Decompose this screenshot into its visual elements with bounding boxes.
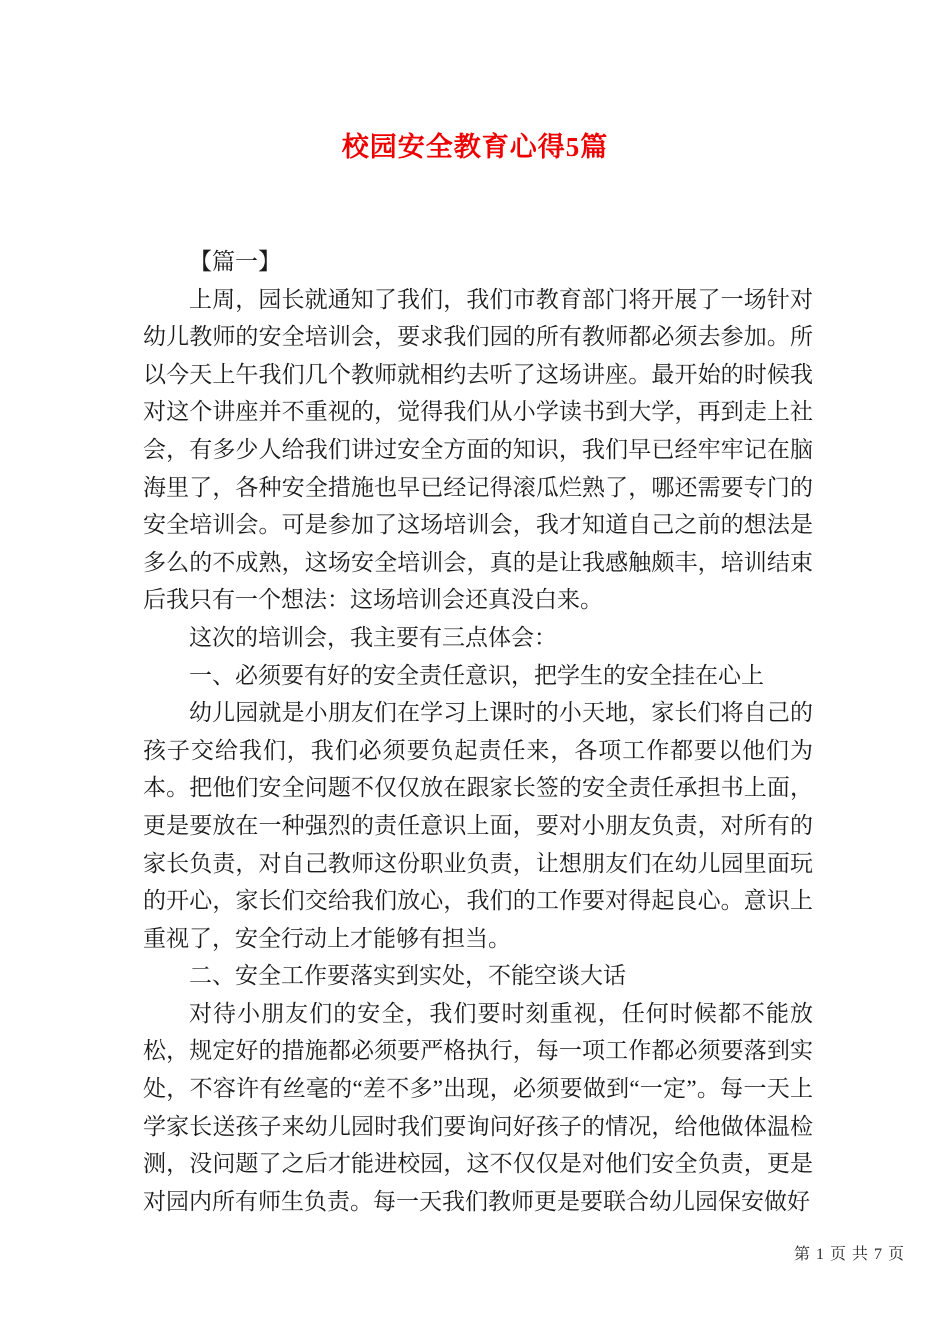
body-paragraph: 二、安全工作要落实到实处，不能空谈大话	[189, 963, 626, 989]
body-paragraph: 幼儿园就是小朋友们在学习上课时的小天地，家长们将自己的孩子交给我们，我们必须要负起责任来，各项工作都要以他们为本。把他们安全问题不仅仅放在跟家长签的安全责任承担书上面，更是要放在一种强烈的责任意识上面，要对小朋友负责，对所有的家长负责，对自己教师这份职业负责，让想朋友们在幼儿园里面玩的开心，家长们交给我们放心，我们的工作要对得起良心。意识上重视了，安全行动上才能够有担当。	[143, 700, 813, 951]
body-paragraph: 这次的培训会，我主要有三点体会：	[189, 624, 557, 650]
section-heading: 【篇一】	[189, 249, 281, 274]
document-title: 校园安全教育心得5篇	[341, 132, 609, 162]
document-body	[143, 243, 813, 1220]
page-number: 第 1 页 共 7 页	[793, 1246, 905, 1263]
body-paragraph: 一、必须要有好的安全责任意识，把学生的安全挂在心上	[189, 662, 764, 688]
body-paragraph: 对待小朋友们的安全，我们要时刻重视，任何时候都不能放松，规定好的措施都必须要严格执行，每一项工作都必须要落到实处，不容许有丝毫的“差不多”出现，必须要做到“一定”。每一天上学家长送孩子来幼儿园时我们要询问好孩子的情况，给他做体温检测，没问题了之后才能进校园，这不仅仅是对他们安全负责，更是对园内所有师生负责。每一天我们教师更是要联合幼儿园保安做好	[143, 1000, 813, 1214]
body-paragraph: 上周，园长就通知了我们，我们市教育部门将开展了一场针对幼儿教师的安全培训会，要求我们园的所有教师都必须去参加。所以今天上午我们几个教师就相约去听了这场讲座。最开始的时候我对这个讲座并不重视的，觉得我们从小学读书到大学，再到走上社会，有多少人给我们讲过安全方面的知识，我们早已经牢牢记在脑海里了，各种安全措施也早已经记得滚瓜烂熟了，哪还需要专门的安全培训会。可是参加了这场培训会，我才知道自己之前的想法是多么的不成熟，这场安全培训会，真的是让我感触颇丰，培训结束后我只有一个想法：这场培训会还真没白来。	[143, 286, 813, 613]
